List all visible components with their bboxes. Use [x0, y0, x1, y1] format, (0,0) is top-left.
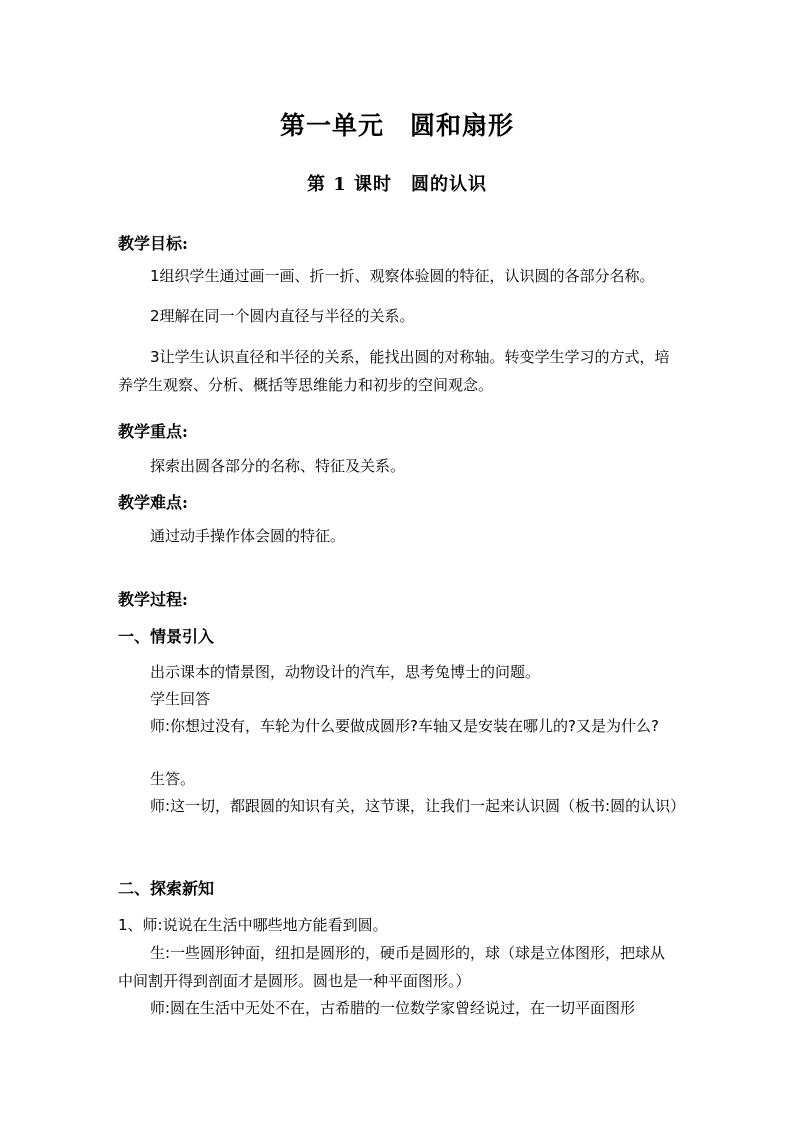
objectives-heading: 教学目标: — [118, 234, 188, 253]
section-1-heading: 一、情景引入 — [118, 627, 215, 646]
objective-item-1: 1组织学生通过画一画、折一折、观察体验圆的特征，认识圆的各部分名称。 — [150, 267, 655, 285]
objective-item-3: 3让学生认识直径和半径的关系，能找出圆的对称轴。转变学生学习的方式，培养学生观察、分析、概括等思维能力和初步的空间观念。 — [118, 348, 670, 394]
key-points-text: 探索出圆各部分的名称、特征及关系。 — [150, 457, 406, 475]
section-1-line-1: 出示课本的情景图，动物设计的汽车，思考兔博士的问题。 — [150, 663, 541, 681]
lesson-title: 第 1 课时 圆的认识 — [306, 174, 488, 195]
section-2-heading: 二、探索新知 — [118, 879, 215, 898]
section-2-line-1: 1、师:说说在生活中哪些地方能看到圆。 — [118, 916, 388, 934]
process-heading: 教学过程: — [118, 590, 188, 609]
key-points-heading: 教学重点: — [118, 422, 188, 441]
section-1-line-3: 师:你想过没有，车轮为什么要做成圆形?车轴又是安装在哪儿的?又是为什么? — [150, 717, 659, 735]
objective-item-2: 2理解在同一个圆内直径与半径的关系。 — [150, 307, 415, 325]
section-2-line-3: 师:圆在生活中无处不在，古希腊的一位数学家曾经说过，在一切平面图形 — [150, 999, 636, 1017]
unit-title: 第一单元 圆和扇形 — [279, 111, 514, 140]
difficulties-text: 通过动手操作体会圆的特征。 — [150, 527, 346, 545]
section-1-line-5: 师:这一切，都跟圆的知识有关，这节课，让我们一起来认识圆（板书:圆的认识） — [150, 797, 686, 815]
section-1-line-4: 生答。 — [150, 770, 196, 788]
section-2-line-2: 生:一些圆形钟面，纽扣是圆形的，硬币是圆形的，球（球是立体图形，把球从中间割开得到剖面才是圆形。圆也是一种平面图形。） — [118, 944, 666, 990]
section-1-line-2: 学生回答 — [150, 690, 211, 708]
difficulties-heading: 教学难点: — [118, 493, 188, 512]
